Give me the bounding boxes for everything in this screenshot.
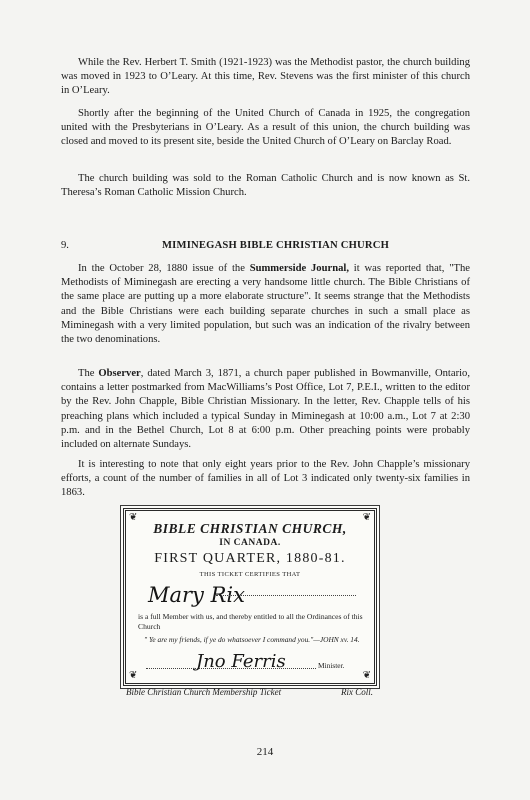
page-number: 214 xyxy=(256,746,274,758)
text-run: , dated March 3, 1871, a church paper published in Bowmanville, Ontario, contains a letter postmarked from MacWilliams’s Post Office, Lot 7, P.E.I., written to the editor by the Rev. John Chapple, Bible Christian Missionary. In the letter, Rev. Chapple tells of his preaching plans which included a typical Sunday in Miminegash at 10:00 a.m., Lot 7 at 2:30 p.m. and in the Bethel Church, Lot 8 at 6:00 p.m. Other preaching points were probably included on alternate Sundays. xyxy=(61,368,470,451)
ornament-icon: ❦ xyxy=(362,512,371,523)
ticket-subtitle: IN CANADA. xyxy=(219,538,281,548)
paragraph-observer xyxy=(61,367,470,452)
ornament-icon: ❦ xyxy=(129,670,138,681)
ticket-title: BIBLE CHRISTIAN CHURCH, xyxy=(153,521,347,536)
handwritten-name: Mary Rix xyxy=(148,583,245,607)
paragraph: Shortly after the beginning of the United Church of Canada in 1925, the congregation united with the Presbyterians in O’Leary. As a result of this union, the church building was closed and moved to its present site, beside the United Church of O’Leary on Barclay Road. xyxy=(61,108,470,148)
body-text xyxy=(61,367,470,452)
handwritten-signature: Jno Ferris xyxy=(196,651,286,672)
publication-name: Summerside Journal, xyxy=(249,263,349,274)
ticket-quarter: FIRST QUARTER, 1880-81. xyxy=(154,551,346,566)
ticket-certifies: THIS TICKET CERTIFIES THAT xyxy=(199,571,301,578)
membership-ticket-image xyxy=(123,508,377,686)
body-text-top xyxy=(61,56,470,99)
text-run: it was reported that, "The Methodists of Miminegash are erecting a very handsome little church. The Bible Christians of the same place are putting up a more elaborate structure". It seems strange that the Methodists and the Bible Christians were each building separate churches in such a small place as Miminegash with a very limited population, but such was an indication of the rivalry between the two denominations. xyxy=(61,263,470,346)
section-number: 9. xyxy=(61,240,69,251)
section-heading xyxy=(61,239,470,253)
paragraph: It is interesting to note that only eight years prior to the Rev. John Chapple’s missionary efforts, a count of the number of families in all of Lot 3 indicated only twenty-six families in 1863. xyxy=(61,459,470,499)
body-text-top xyxy=(61,107,470,150)
paragraph: The church building was sold to the Roman Catholic Church and is now known as St. Theresa’s Roman Catholic Mission Church. xyxy=(61,173,470,199)
body-text xyxy=(61,262,470,347)
ticket-verse: " Ye are my friends, if ye do whatsoever I command you."—JOHN xv. 14. xyxy=(144,635,360,644)
paragraph: While the Rev. Herbert T. Smith (1921-1923) was the Methodist pastor, the church building was moved in 1923 to O’Leary. At this time, Rev. Stevens was the first minister of this church in O’Leary. xyxy=(61,57,470,97)
section-title: MIMINEGASH BIBLE CHRISTIAN CHURCH xyxy=(161,240,390,251)
body-text xyxy=(61,458,470,501)
text-run: In the October 28, 1880 issue of the xyxy=(78,263,250,274)
ticket-member-text: is a full Member with us, and thereby entitled to all the Ordinances of this Church xyxy=(138,612,363,631)
body-text-top xyxy=(61,172,470,200)
publication-name: Observer xyxy=(98,368,141,379)
ticket-minister-label: Minister. xyxy=(318,661,345,670)
text-run: The xyxy=(78,368,99,379)
image-caption: Bible Christian Church Membership Ticket xyxy=(126,687,282,697)
dotted-line xyxy=(216,595,356,596)
dotted-line xyxy=(146,668,316,669)
image-credit: Rix Coll. xyxy=(341,687,373,697)
ornament-icon: ❦ xyxy=(129,512,138,523)
paragraph-summerside xyxy=(61,262,470,347)
ornament-icon: ❦ xyxy=(362,670,371,681)
